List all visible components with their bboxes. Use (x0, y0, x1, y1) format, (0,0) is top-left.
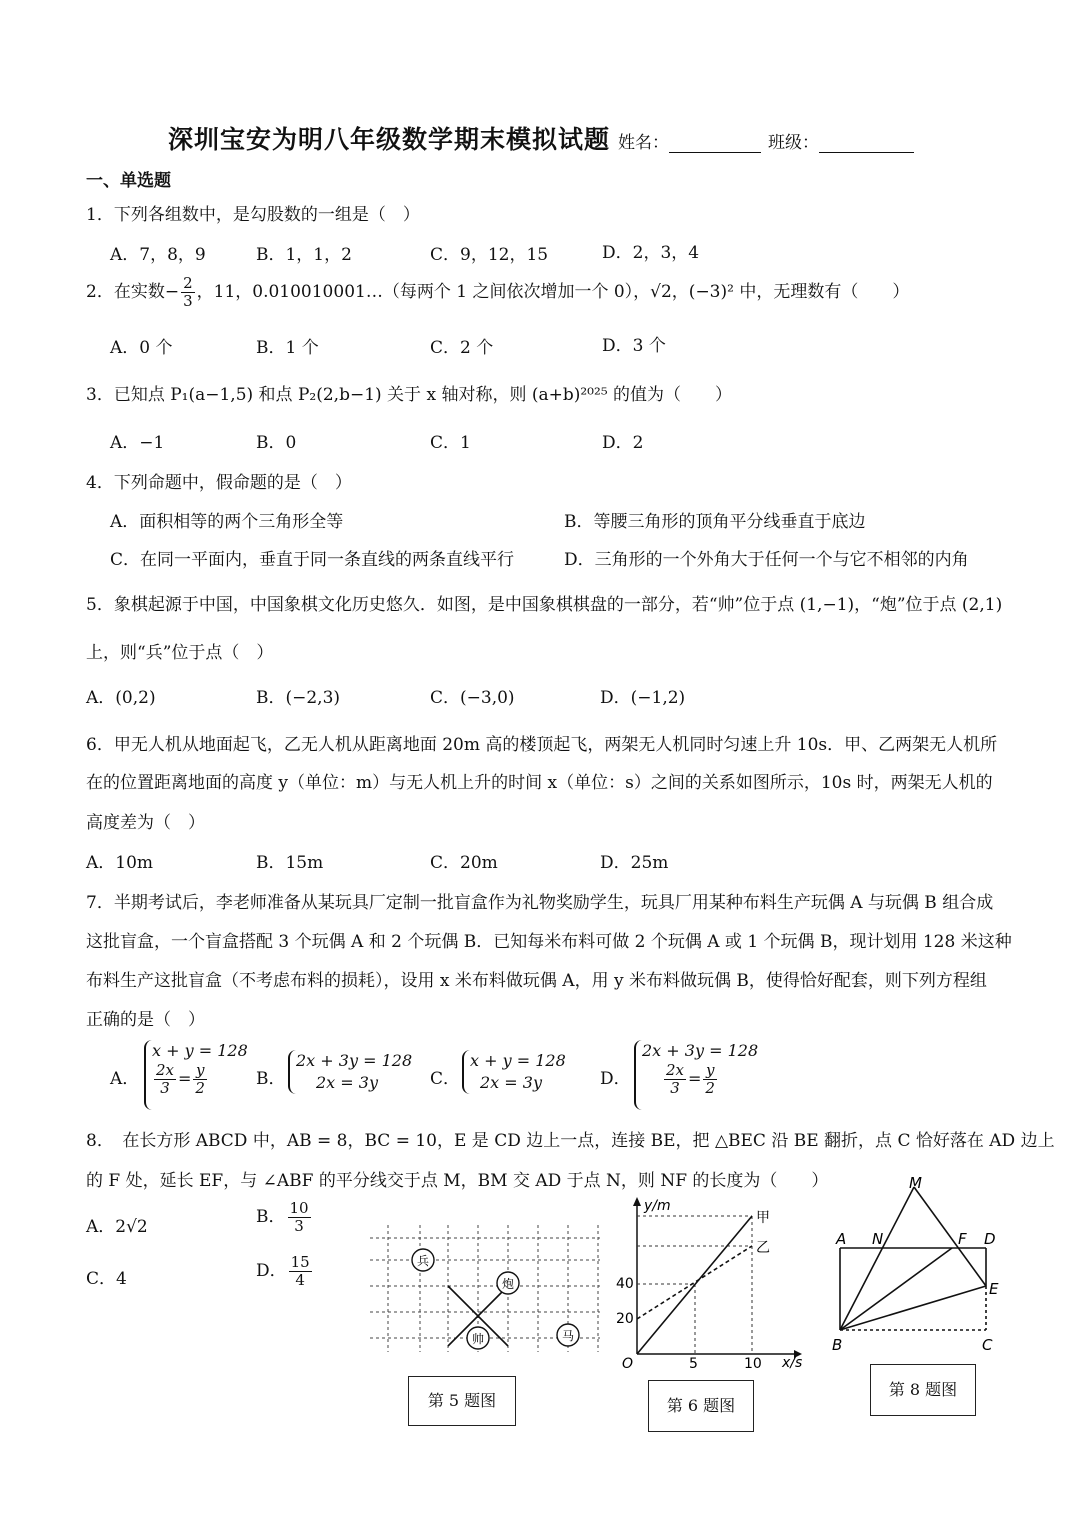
series-yi-label: 乙 (756, 1240, 770, 1256)
name-field (618, 128, 761, 153)
q6-line-2: 在的位置距离地面的高度 y（单位：m）与无人机上升的时间 x（单位：s）之间的关系如图所示，10s 时，两架无人机的 (86, 773, 993, 793)
q5-option-a: A．(0,2) (86, 688, 156, 708)
class-label: 班级： (768, 133, 819, 153)
q2-stem-b: ，11，0.010010001…（每两个 1 之间依次增加一个 0），√2，(−3)² 中，无理数有（ ） (196, 282, 910, 302)
q7-option-c-label: C． (430, 1069, 461, 1089)
y-tick-20: 20 (616, 1311, 634, 1327)
y-tick-40: 40 (616, 1276, 634, 1292)
figure-8-geometry (826, 1172, 1006, 1362)
point-d: D (984, 1230, 996, 1248)
q7-option-a-label: A． (110, 1069, 140, 1089)
q6-option-d: D．25m (600, 853, 669, 873)
svg-text:马: 马 (561, 1329, 575, 1343)
q4-option-a: A．面积相等的两个三角形全等 (110, 512, 344, 532)
q4-option-d: D．三角形的一个外角大于任何一个与它不相邻的内角 (564, 550, 969, 570)
x-tick-5: 5 (689, 1356, 698, 1372)
q8-option-c: C．4 (86, 1269, 127, 1289)
q3-option-c: C．1 (430, 433, 471, 453)
figure-6-graph (612, 1192, 812, 1372)
point-f: F (958, 1230, 967, 1248)
class-field (768, 128, 914, 153)
y-axis-label: y/m (644, 1198, 671, 1214)
y-axis-arrow-icon (633, 1197, 641, 1206)
q1-stem: 1．下列各组数中，是勾股数的一组是（ ） (86, 205, 420, 225)
origin-label: O (622, 1356, 634, 1372)
piece-shuai (467, 1327, 489, 1349)
piece-bing (412, 1249, 434, 1271)
q6-option-a: A．10m (86, 853, 154, 873)
point-e: E (989, 1280, 999, 1298)
q2-stem: 2．在实数− $\frac{2}{3}$ ，11，0.010010001…（每两个 1 之间依次增加一个 0），√2，(−3)² 中，无理数有（ ） (86, 274, 910, 310)
q7-line-4: 正确的是（ ） (86, 1010, 205, 1030)
piece-pao (497, 1272, 519, 1294)
q8-option-b: B． $\frac{10}{3}$ (256, 1199, 309, 1235)
q5-line-2: 上，则“兵”位于点（ ） (86, 643, 274, 663)
q2-option-d: D．3 个 (602, 336, 666, 356)
q7-option-d-system: 2x + 3y = 128 $\frac{2x}{3}$ = $\frac{y}{2}$ (634, 1040, 758, 1110)
q7-option-b-label: B． (256, 1069, 286, 1089)
q2-fraction: $\frac{2}{3}$ (183, 274, 193, 310)
figure-5-chessboard (360, 1220, 610, 1360)
figure-6-caption: 第 6 题图 (648, 1380, 754, 1432)
section-heading: 一、单选题 (86, 171, 171, 191)
q7-option-a-system: x + y = 128 $\frac{2x}{3}$ = $\frac{y}{2}$ (144, 1040, 248, 1110)
figure-8-caption: 第 8 题图 (870, 1364, 976, 1416)
q8-option-a: A．2√2 (86, 1217, 148, 1237)
q7-option-c-system: x + y = 128 2x = 3y (462, 1050, 566, 1094)
class-blank (819, 134, 914, 153)
q1-option-b: B．1，1，2 (256, 245, 352, 265)
point-n: N (872, 1230, 884, 1248)
q5-option-d: D．(−1,2) (600, 688, 686, 708)
page-title: 深圳宝安为明八年级数学期末模拟试题 (168, 125, 611, 154)
q1-option-a: A．7，8，9 (110, 245, 206, 265)
piece-ma (557, 1324, 579, 1346)
q4-option-c: C．在同一平面内，垂直于同一条直线的两条直线平行 (110, 550, 515, 570)
q2-stem-a: 2．在实数 (86, 282, 165, 302)
q3-stem: 3．已知点 P₁(a−1,5) 和点 P₂(2,b−1) 关于 x 轴对称，则 (a+b)²⁰²⁵ 的值为（ ） (86, 385, 733, 405)
q7-line-2: 这批盲盒，一个盲盒搭配 3 个玩偶 A 和 2 个玩偶 B．已知每米布料可做 2 个玩偶 A 或 1 个玩偶 B，现计划用 128 米这种 (86, 932, 1012, 952)
q7-option-b-system: 2x + 3y = 128 2x = 3y (288, 1050, 412, 1094)
svg-text:炮: 炮 (501, 1277, 515, 1291)
point-c: C (982, 1336, 993, 1354)
q5-option-b: B．(−2,3) (256, 688, 341, 708)
q2-option-a: A．0 个 (110, 338, 173, 358)
name-label: 姓名： (618, 133, 669, 153)
q1-option-d: D．2，3，4 (602, 243, 700, 263)
series-jia-label: 甲 (756, 1210, 770, 1226)
q2-option-c: C．2 个 (430, 338, 494, 358)
q4-stem: 4．下列命题中，假命题的是（ ） (86, 473, 352, 493)
name-blank (669, 134, 761, 153)
q3-option-d: D．2 (602, 433, 644, 453)
q6-option-b: B．15m (256, 853, 324, 873)
q2-option-b: B．1 个 (256, 338, 319, 358)
q8-line-2: 的 F 处，延长 EF，与 ∠ABF 的平分线交于点 M，BM 交 AD 于点 N，则 NF 的长度为（ ） (86, 1171, 829, 1191)
q6-line-1: 6．甲无人机从地面起飞，乙无人机从距离地面 20m 高的楼顶起飞，两架无人机同时匀速上升 10s．甲、乙两架无人机所 (86, 735, 998, 755)
x-tick-10: 10 (744, 1356, 762, 1372)
point-b: B (832, 1336, 843, 1354)
svg-text:帅: 帅 (471, 1332, 485, 1346)
q7-option-d-label: D． (600, 1069, 631, 1089)
x-axis-label: x/s (782, 1355, 803, 1371)
q3-option-a: A．−1 (110, 433, 165, 453)
q8-option-d: D． $\frac{15}{4}$ (256, 1253, 310, 1289)
q1-option-c: C．9，12，15 (430, 245, 549, 265)
point-a: A (836, 1230, 847, 1248)
svg-text:兵: 兵 (416, 1254, 430, 1268)
figure-8-lines (840, 1187, 986, 1330)
q6-option-c: C．20m (430, 853, 498, 873)
q7-line-3: 布料生产这批盲盒（不考虑布料的损耗），设用 x 米布料做玩偶 A，用 y 米布料做玩偶 B，使得恰好配套，则下列方程组 (86, 971, 987, 991)
figure-5-caption: 第 5 题图 (408, 1376, 516, 1426)
q6-line-3: 高度差为（ ） (86, 813, 205, 833)
q8-line-1: 8． 在长方形 ABCD 中，AB = 8，BC = 10，E 是 CD 边上一点，连接 BE，把 △BEC 沿 BE 翻折，点 C 恰好落在 AD 边上 (86, 1131, 1055, 1151)
point-m: M (909, 1174, 922, 1192)
q5-option-c: C．(−3,0) (430, 688, 515, 708)
q7-line-1: 7．半期考试后，李老师准备从某玩具厂定制一批盲盒作为礼物奖励学生，玩具厂用某种布料生产玩偶 A 与玩偶 B 组合成 (86, 893, 994, 913)
q4-option-b: B．等腰三角形的顶角平分线垂直于底边 (564, 512, 866, 532)
q3-option-b: B．0 (256, 433, 297, 453)
q5-line-1: 5．象棋起源于中国，中国象棋文化历史悠久．如图，是中国象棋棋盘的一部分，若“帅”位于点 (1,−1)，“炮”位于点 (2,1) (86, 595, 1003, 615)
